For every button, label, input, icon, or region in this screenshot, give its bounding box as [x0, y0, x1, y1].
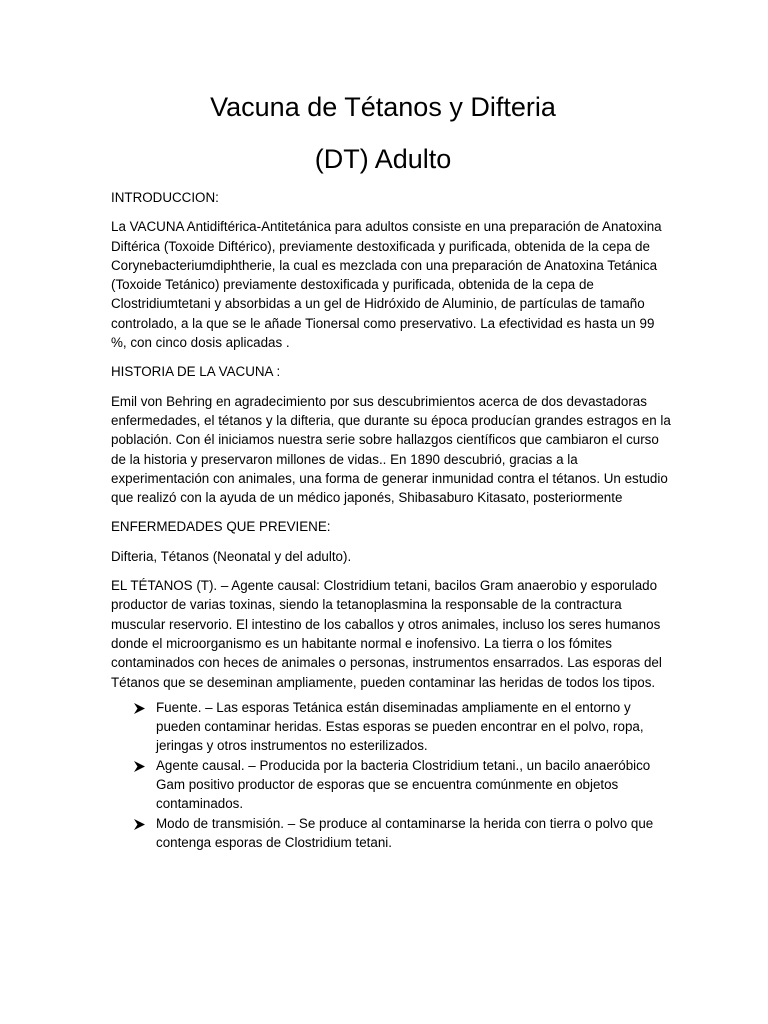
tetanus-paragraph: EL TÉTANOS (T). – Agente causal: Clostridium tetani, bacilos Gram anaerobio y esporulado productor de varias toxinas, siendo la tetanoplasmina la responsable de la contractura muscular reservorio. El intestino de los caballos y otros animales, incluso los seres humanos donde el microorganismo es un habitante normal e inofensivo. La tierra o los fómites contaminados con heces de animales o personas, instrumentos ensarrados. Las esporas del Tétanos que se deseminan ampliamente, pueden contaminar las heridas de todos los tipos.: [111, 578, 662, 690]
bullet-text: Agente causal. – Producida por la bacteria Clostridium tetani., un bacilo anaeróbico Gam positivo productor de esporas que se encuentra comúnmente en objetos contaminados.: [156, 757, 651, 812]
arrowhead-bullet-icon: [134, 819, 145, 830]
arrowhead-bullet-icon: [134, 761, 145, 772]
bullet-text: Modo de transmisión. – Se produce al contaminarse la herida con tierra o polvo que contenga esporas de Clostridium tetani.: [156, 815, 654, 850]
list-item: [111, 698, 671, 756]
bullet-list: [111, 698, 671, 852]
list-item: [111, 814, 671, 853]
page-title-line1: Vacuna de Tétanos y Difteria: [210, 92, 556, 122]
arrowhead-bullet-icon: [134, 703, 145, 714]
bullet-text: Fuente. – Las esporas Tetánica están diseminadas ampliamente en el entorno y pueden contaminar heridas. Estas esporas se pueden encontrar en el polvo, ropa, jeringas y otros instrumentos no esterilizados.: [156, 699, 644, 754]
intro-paragraph: La VACUNA Antidiftérica-Antitetánica para adultos consiste en una preparación de Anatoxina Diftérica (Toxoide Diftérico), previamente destoxificada y purificada, obtenida de la cepa de Corynebacteriumdiphtherie, la cual es mezclada con una preparación de Anatoxina Tetánica (Toxoide Tetánico) previamente destoxificada y purificada, obtenida de la cepa de Clostridiumtetani y absorbidas a un gel de Hidróxido de Aluminio, de partículas de tamaño controlado, a la que se le añade Tionersal como preservativo. La efectividad es hasta un 99 %, con cinco dosis aplicadas .: [111, 219, 662, 351]
list-item: [111, 756, 671, 814]
intro-heading: INTRODUCCION:: [111, 190, 219, 205]
diseases-paragraph: Difteria, Tétanos (Neonatal y del adulto).: [111, 548, 352, 564]
document-body: [111, 188, 671, 852]
page-title-line2: (DT) Adulto: [314, 144, 452, 174]
history-heading: HISTORIA DE LA VACUNA :: [111, 364, 281, 380]
diseases-heading: ENFERMEDADES QUE PREVIENE:: [111, 519, 331, 535]
history-paragraph: Emil von Behring en agradecimiento por sus descubrimientos acerca de dos devastadoras enfermedades, el tétanos y la difteria, que durante su época producían grandes estragos en la población. Con él iniciamos nuestra serie sobre hallazgos científicos que cambiaron el curso de la historia y preservaron millones de vidas.. En 1890 descubrió, gracias a la experimentación con animales, una forma de generar inmunidad contra el tétanos. Un estudio que realizó con la ayuda de un médico japonés, Shibasaburo Kitasato, posteriormente: [111, 393, 671, 506]
